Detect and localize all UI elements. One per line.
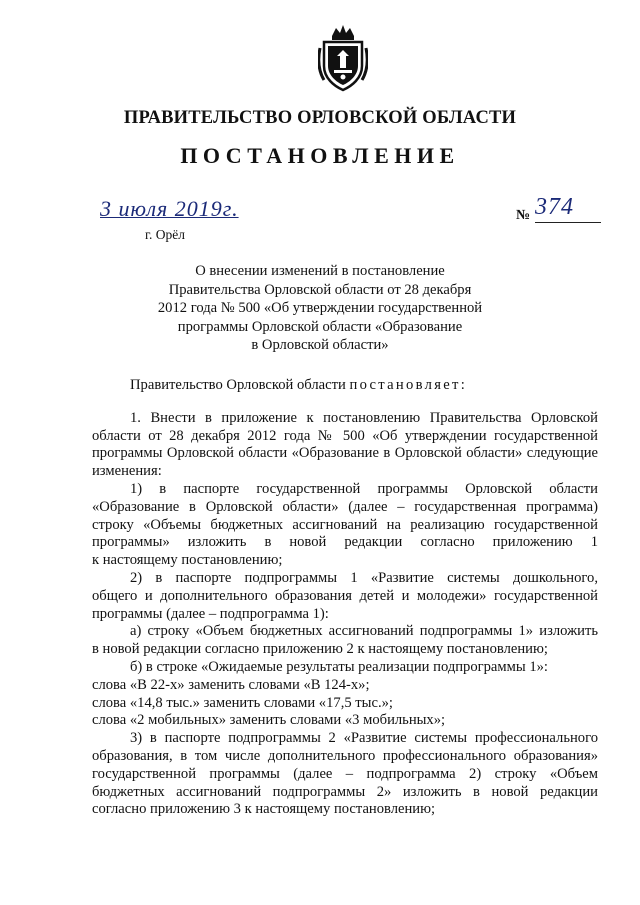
subject-line: 2012 года № 500 «Об утверждении государственной [157, 300, 483, 317]
paragraph-line: б) в строке «Ожидаемые результаты реализации подпрограммы 1»: [130, 658, 548, 675]
subject-line: Правительства Орловской области от 28 декабря [168, 281, 472, 298]
document-type-title: ПОСТАНОВЛЕНИЕ [180, 143, 460, 168]
decree-subject [0, 262, 640, 355]
preamble [92, 377, 598, 395]
paragraph-line: государственной программы (далее – подпрограмма 2) строку «Объем [92, 765, 598, 782]
paragraph-line: программы» изложить в новой редакции согласно приложению 1 [92, 534, 598, 551]
preamble-decrees: постановляет: [349, 377, 468, 393]
paragraph-line: образования, в том числе дополнительного профессионального образования» [92, 747, 598, 764]
paragraph-line: строку «Объемы бюджетных ассигнований на реализацию государственной [92, 516, 598, 533]
paragraph-line: 1. Внести в приложение к постановлению Правительства Орловской [130, 409, 598, 426]
paragraph-line: 3) в паспорте подпрограммы 2 «Развитие системы профессионального [130, 730, 598, 747]
paragraph-1-3 [92, 730, 598, 819]
paragraph-line: в новой редакции согласно приложению 2 к настоящему постановлению; [92, 641, 548, 658]
paragraph-line: программы Орловской области «Образование в Орловской области» следующие [92, 445, 598, 462]
decree-body [92, 377, 598, 819]
paragraph-line: бюджетных ассигнований подпрограммы 2» изложить в новой редакции [92, 783, 598, 800]
paragraph-line: области от 28 декабря 2012 года № 500 «Об утверждении государственной [92, 427, 598, 444]
paragraph-line: общего и дополнительного образования детей и молодежи» государственной [92, 587, 598, 604]
number-underline [535, 222, 601, 223]
paragraph-1-2-a [92, 623, 598, 659]
paragraph-line: «Образование в Орловской области» (далее – государственная программа) [92, 498, 598, 515]
paragraph-line: к настоящему постановлению; [92, 552, 283, 569]
paragraph-1-2-b [92, 659, 598, 730]
number-label: № [516, 208, 531, 223]
paragraph-line: слова «14,8 тыс.» заменить словами «17,5 тыс.»; [92, 694, 393, 711]
preamble-text: Правительство Орловской области [130, 377, 350, 393]
subject-line: в Орловской области» [251, 337, 389, 354]
paragraph-line: согласно приложению 3 к настоящему постановлению; [92, 801, 436, 818]
city-label: г. Орёл [145, 227, 185, 242]
paragraph-line: 1) в паспорте государственной программы Орловской области [130, 480, 598, 497]
paragraph-line: изменения: [92, 463, 162, 480]
paragraph-line: 2) в паспорте подпрограммы 1 «Развитие системы дошкольного, [130, 569, 598, 586]
handwritten-number: 374 [535, 194, 574, 220]
paragraph-line: а) строку «Объем бюджетных ассигнований подпрограммы 1» изложить [130, 623, 598, 640]
subject-line: О внесении изменений в постановление [195, 263, 445, 279]
paragraph-1 [92, 410, 598, 481]
handwritten-date: 3 июля 2019г. [100, 196, 239, 221]
paragraph-line: программы (далее – подпрограмма 1): [92, 605, 329, 622]
coat-of-arms-icon [318, 22, 368, 92]
paragraph-line: слова «2 мобильных» заменить словами «3 мобильных»; [92, 712, 446, 729]
paragraph-1-1 [92, 481, 598, 570]
subject-line: программы Орловской области «Образование [177, 318, 463, 335]
paragraph-line: слова «В 22-х» заменить словами «В 124-х»; [92, 676, 370, 693]
paragraph-1-2 [92, 570, 598, 623]
government-title: ПРАВИТЕЛЬСТВО ОРЛОВСКОЙ ОБЛАСТИ [123, 108, 517, 128]
